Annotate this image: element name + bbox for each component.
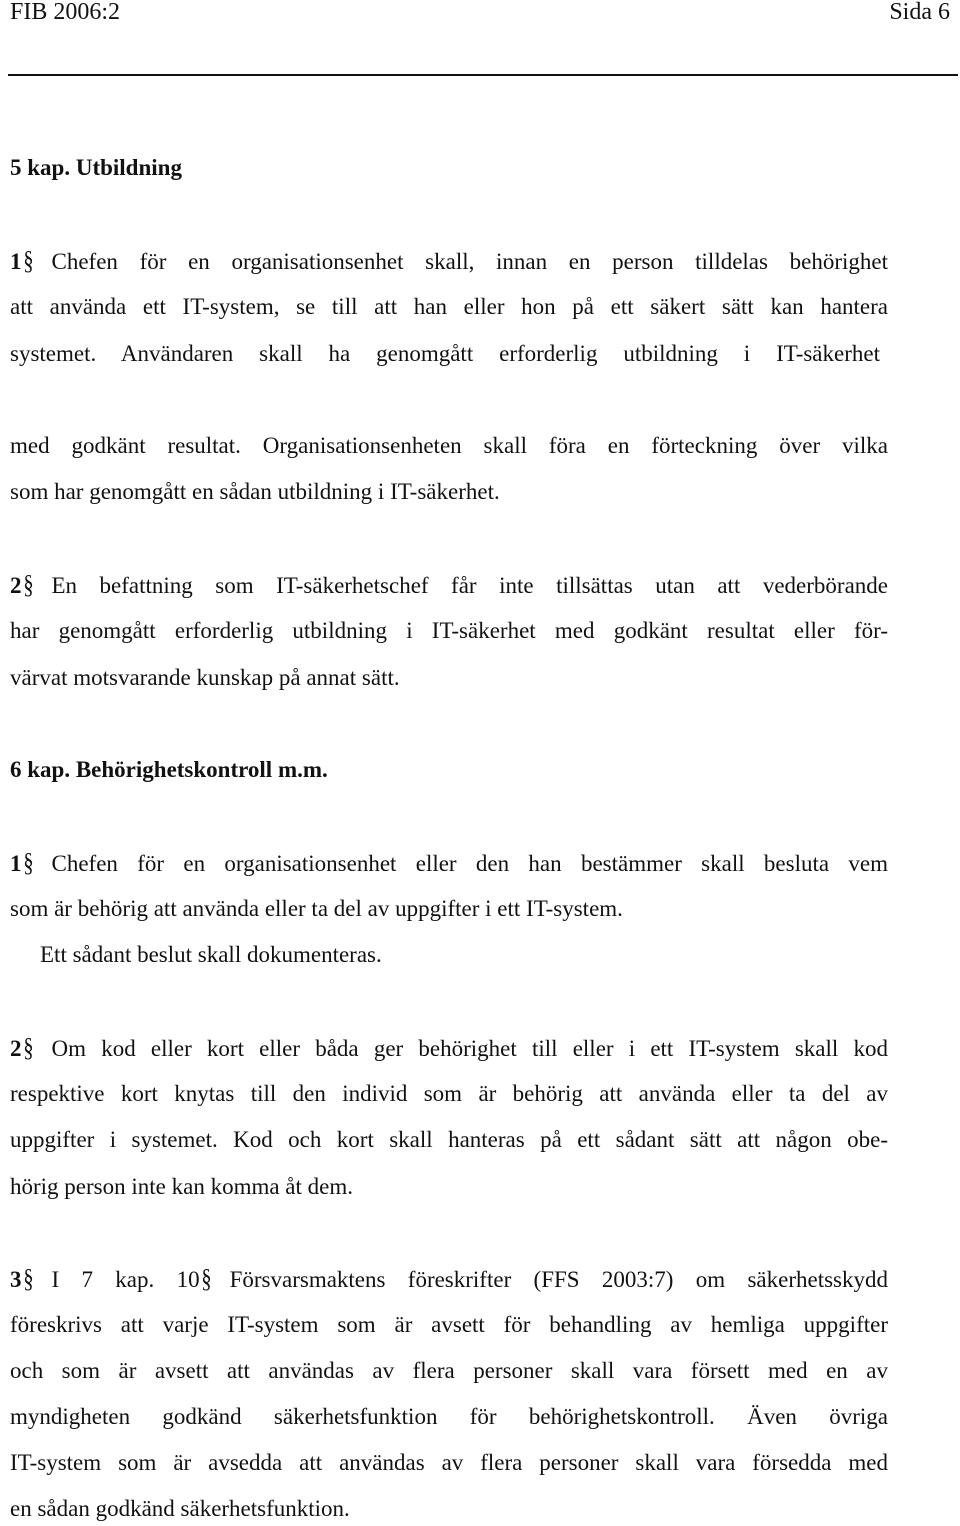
ch6-p2-line-3: uppgifter i systemet. Kod och kort skall hanteras på ett sådant sätt att någon obe- <box>10 1127 888 1152</box>
ch6-p3-line-6: en sådan godkänd säkerhetsfunktion. <box>10 1496 350 1521</box>
section-sign-icon: § <box>22 246 34 275</box>
ch6-p1-line-3: Ett sådant beslut skall dokumenteras. <box>40 942 382 967</box>
ch6-p3-line-1: 3§ I 7 kap. 10§ Försvarsmaktens föreskrifter (FFS 2003:7) om säkerhetsskydd <box>10 1264 889 1293</box>
ch6-p2-number: 2 <box>10 1036 22 1061</box>
section-sign-icon: § <box>22 1264 34 1293</box>
ch5-p1-line-3: systemet. Användaren skall ha genomgått erforderlig utbildning i IT-säkerhet <box>10 341 880 366</box>
page-number: Sida 6 <box>889 0 950 25</box>
ch5-p1-line-2: att använda ett IT-system, se till att han eller hon på ett säkert sätt kan hantera <box>10 294 888 319</box>
ch6-p1-line-1: 1§ Chefen för en organisationsenhet eller den han bestämmer skall besluta vem <box>10 848 888 877</box>
ch6-p1-number: 1 <box>10 851 22 876</box>
ch5-p1-line-4: med godkänt resultat. Organisationsenheten skall föra en förteckning över vilka <box>10 433 888 458</box>
ch6-p2-line-1: 2§ Om kod eller kort eller båda ger behörighet till eller i ett IT-system skall kod <box>10 1033 888 1062</box>
ch6-p3-number: 3 <box>10 1267 22 1292</box>
page-header <box>10 0 950 36</box>
chapter-6-heading: 6 kap. Behörighetskontroll m.m. <box>10 757 328 782</box>
ch5-p2-line-1: 2§ En befattning som IT-säkerhetschef får inte tillsättas utan att vederbörande <box>10 570 888 599</box>
ch5-p2-line-3: värvat motsvarande kunskap på annat sätt. <box>10 665 400 690</box>
ch6-p3-line-2: föreskrivs att varje IT-system som är avsett för behandling av hemliga uppgifter <box>10 1312 888 1337</box>
ch5-p1-number: 1 <box>10 249 22 274</box>
chapter-5-heading: 5 kap. Utbildning <box>10 155 182 180</box>
ch5-p1-line-5: som har genomgått en sådan utbildning i IT-säkerhet. <box>10 479 500 504</box>
ch5-p1-line-1: 1§ Chefen för en organisationsenhet skall, innan en person tilldelas behörighet <box>10 246 888 275</box>
ch6-p2-line-2: respektive kort knytas till den individ som är behörig att använda eller ta del av <box>10 1081 888 1106</box>
document-id: FIB 2006:2 <box>10 0 121 25</box>
ch5-p2-number: 2 <box>10 573 22 598</box>
section-sign-icon: § <box>200 1264 212 1293</box>
ch6-p3-line-5: IT-system som är avsedda att användas av flera personer skall vara försedda med <box>10 1450 888 1475</box>
ch6-p3-line-4: myndigheten godkänd säkerhetsfunktion för behörighetskontroll. Även övriga <box>10 1404 888 1429</box>
ch6-p3-line-3: och som är avsett att användas av flera personer skall vara försett med en av <box>10 1358 888 1383</box>
ch5-p2-line-2: har genomgått erforderlig utbildning i IT-säkerhet med godkänt resultat eller för- <box>10 618 888 643</box>
ch6-p1-line-2: som är behörig att använda eller ta del av uppgifter i ett IT-system. <box>10 896 623 921</box>
section-sign-icon: § <box>22 1033 34 1062</box>
section-sign-icon: § <box>22 848 34 877</box>
ch6-p2-line-4: hörig person inte kan komma åt dem. <box>10 1174 354 1199</box>
header-rule <box>8 74 958 76</box>
section-sign-icon: § <box>22 570 34 599</box>
